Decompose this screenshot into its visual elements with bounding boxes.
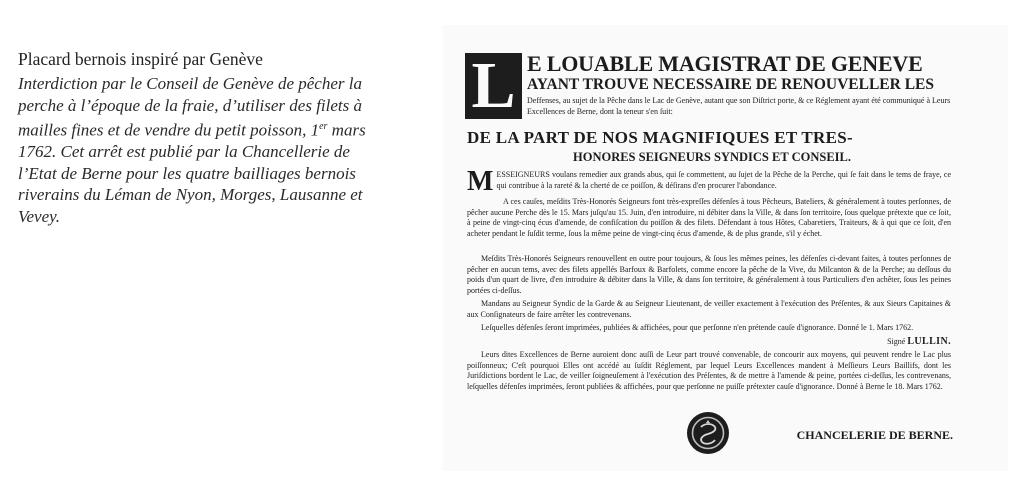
caption-title: Placard bernois inspiré par Genève (18, 49, 263, 69)
paragraph-messeigneurs (467, 166, 951, 197)
chancellery-signature: CHANCELERIE DE BERNE. (796, 428, 953, 442)
caption-body (18, 73, 378, 227)
paragraph-enforcement: Mandans au Seigneur Syndic de la Garde & au Seigneur Lieutenant, de veiller exactement à l'exécution des Préſentes, & aux Sieurs Capitaines & aux Conſignateurs de faire arrêter les contrevenans. (467, 299, 951, 319)
paragraph-messeigneurs-text: ESSEIGNEURS voulans remedier aux grands abus, qui ſe commettent, au ſujet de la Pêche de la Perche, qui ſe fait dans le tems de fraye, ce qui contribue à la rareté & la cherté de ce poiſſon, & déſirans d'en procurer l'abondance. (496, 170, 951, 190)
paragraph-publication: Leſquelles défenſes ſeront imprimées, publiées & affichées, pour que perſonne n'en prétende cauſe d'ignorance. Donné le 1. Mars 1762. (481, 323, 914, 332)
paragraph-nets: Meſdits Très-Honorés Seigneurs renouvellent en outre pour toujours, & ſous les mêmes peines, les défenſes ci-devant faites, à toutes perſonnes de pêcher en aucun tems, avec des filets appellés Barfoux & Barfolets, comme encore la pêche de la Vive, du Milcanton & de la Perche; au deſſous du poids d'un quart de livre, d'en introduire & débiter dans la Ville, & dans ſon territoire, & généralement à tous Particuliers d'en achêter, ſous les peines portées ci-deſſus. (467, 254, 951, 295)
intro-paragraph: Deffenses, au sujet de la Pêche dans le Lac de Genève, autant que son Diſtrict porte, & ce Réglement ayant été communiqué à Leurs Excellences de Berne, dont la teneur s'en ſuit: (527, 96, 951, 116)
signature-prefix: Signé (887, 337, 906, 346)
paragraph-berne: Leurs dites Excellences de Berne auroient donc auſſi de Leur part trouvé convenable, de concourir aux moyens, qui peuvent rendre le Lac plus poiſſonneux; C'eſt pourquoi Elles ont accédé au ſuſdit Réglement, par lequel Leurs Excellences mandent à Meſſieurs Leurs Baillifs, dont les Juriſdictions bordent le Lac, de veiller ſoigneuſement à l'exécution des Préſentes, & de mettre à l'amende & peine, portées ci-deſſus, les contrevenans, leſquelles défenſes imprimées, ſeront publiées & affichées, pour que perſonne ne puiſſe prétexter cauſe d'ignorance. Donné à Berne le 18. Mars 1762. (467, 350, 951, 391)
decorated-initial: L (465, 53, 522, 119)
paragraph-initial: M (467, 166, 494, 197)
figure-caption (18, 48, 378, 227)
signature-line (783, 336, 951, 347)
caption-superscript: er (319, 121, 328, 132)
authority-line-1: DE LA PART DE NOS MAGNIFIQUES ET TRES- (467, 128, 853, 147)
heading-line-1: E LOUABLE MAGISTRAT DE GENEVE (527, 51, 923, 76)
heading-line-2: AYANT TROUVE NECESSAIRE DE RENOUVELLER LES (527, 76, 935, 93)
placard-document (443, 25, 1008, 471)
paragraph-prohibition: A ces cauſes, meſdits Très-Honorés Seigneurs font très-expreſſes défenſes à tous Pêcheurs, Bateliers, & généralement à toutes perſonnes, de pêcher aucune Perche dès le 15. Mars juſqu'au 15. Juin, d'en introduire, ni débiter dans la Ville, & dans ſon territoire, ſous quelque prétexte que ce ſoit, à peine de vingt-cinq écus d'amende, de confiſcation du poiſſon & des filets. Défendant à tous Hôtes, Cabaretiers, Traiteurs, & à qui que ce ſoit, d'en acheter pendant le ſuſdit terme, ſous la même peine de vingt-cinq écus d'amende, & de plus grande, s'il y échet. (467, 197, 951, 238)
caption-body-text-end: mars 1762. Cet arrêt est publié par la Chancellerie de l’Etat de Berne pour les quatre bailliages bernois riverains du Léman de Nyon, Morges, Lausanne et Vevey. (18, 120, 366, 226)
authority-line-2: HONORES SEIGNEURS SYNDICS ET CONSEIL. (573, 150, 851, 164)
caption-body-text: Interdiction par le Conseil de Genève de pêcher la perche à l’époque de la fraie, d’utiliser des filets à mailles fines et de vendre du petit poisson, 1 (18, 74, 363, 140)
seal-icon (686, 411, 730, 455)
signature-name: LULLIN. (907, 336, 951, 347)
